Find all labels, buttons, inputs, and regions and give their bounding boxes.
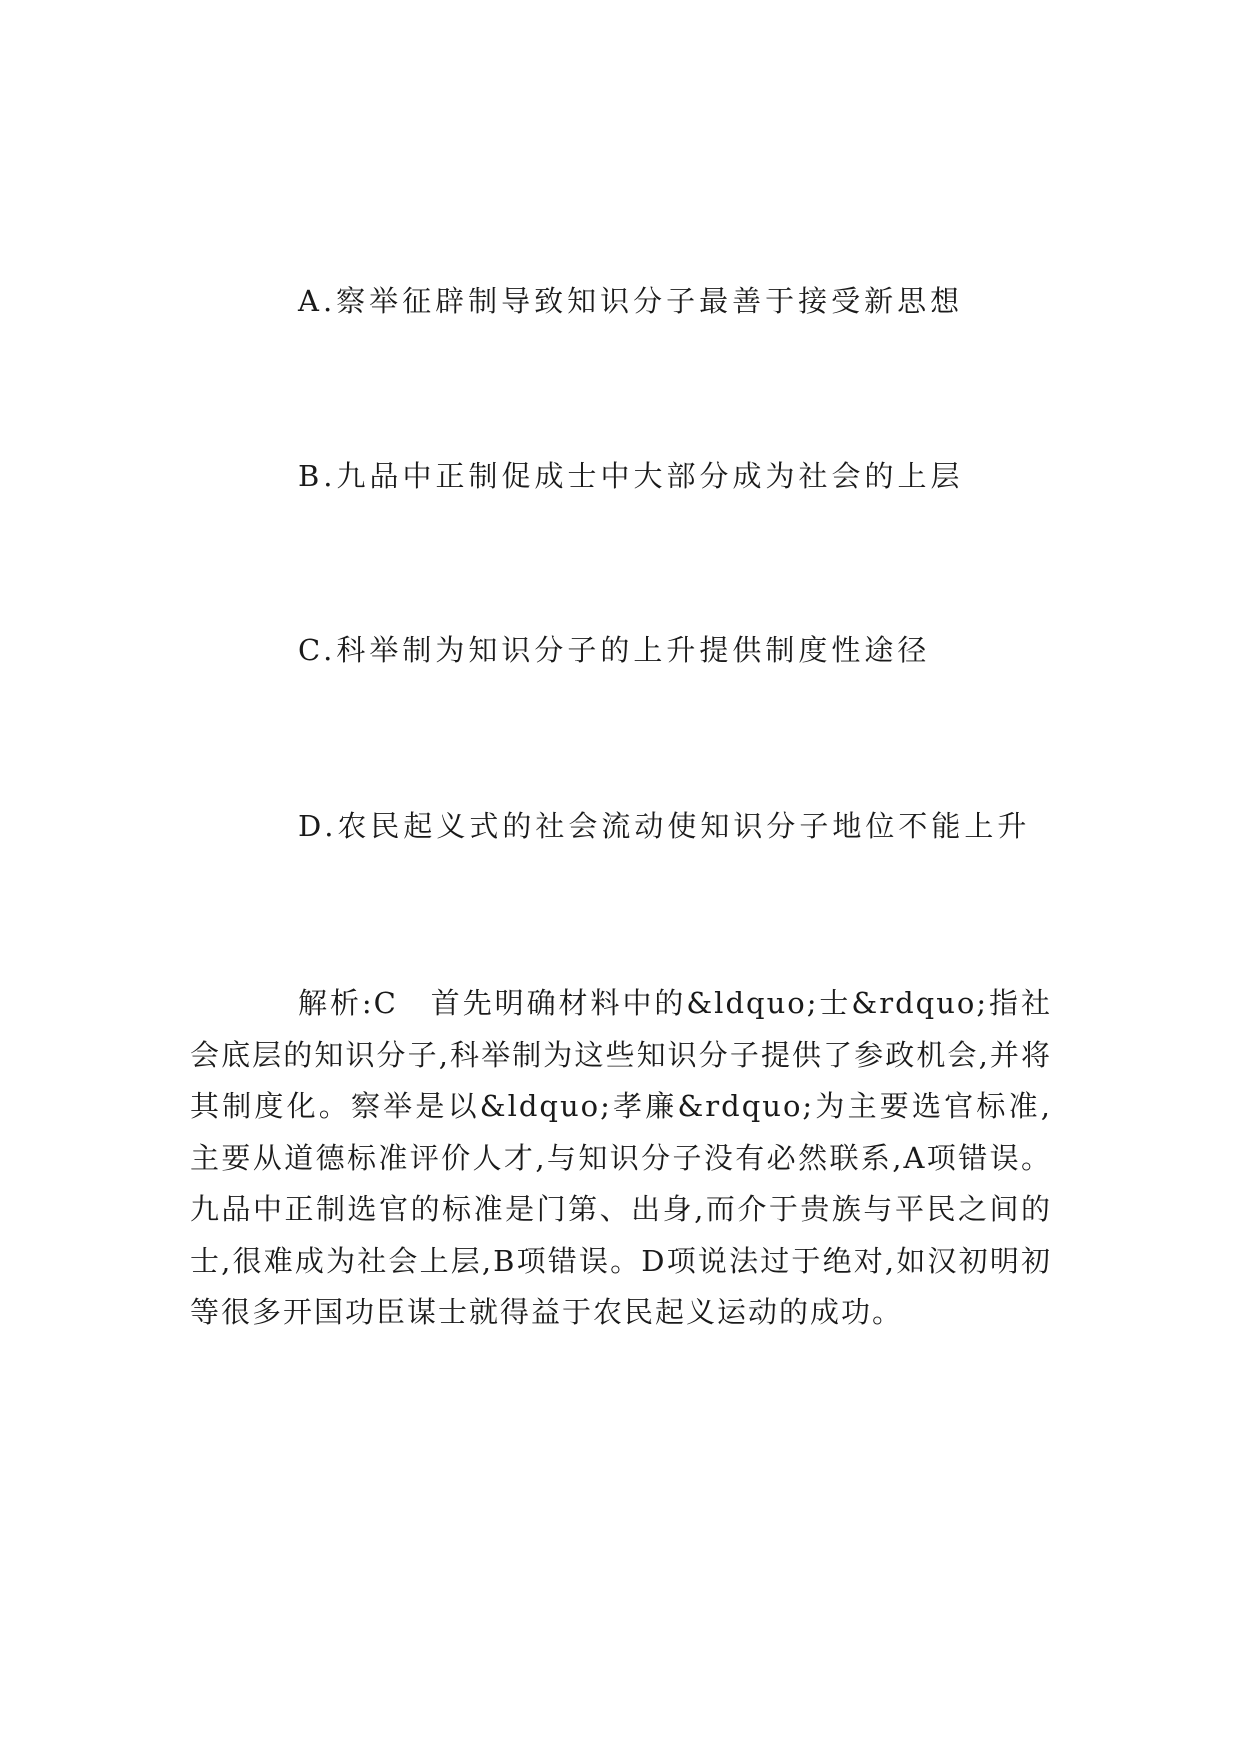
option-c: C.科举制为知识分子的上升提供制度性途径	[298, 633, 931, 667]
option-b: B.九品中正制促成士中大部分成为社会的上层	[298, 459, 964, 493]
option-a: A.察举征辟制导致知识分子最善于接受新思想	[298, 284, 964, 318]
analysis-paragraph: 解析:C 首先明确材料中的&ldquo;士&rdquo;指社会底层的知识分子,科举制为这些知识分子提供了参政机会,并将其制度化。察举是以&ldquo;孝廉&rdquo;为主要选官标准,主要从道德标准评价人才,与知识分子没有必然联系,A项错误。九品中正制选官的标准是门第、出身,而介于贵族与平民之间的士,很难成为社会上层,B项错误。D项说法过于绝对,如汉初明初等很多开国功臣谋士就得益于农民起义运动的成功。	[190, 986, 1052, 1329]
option-d: D.农民起义式的社会流动使知识分子地位不能上升	[298, 809, 1031, 843]
